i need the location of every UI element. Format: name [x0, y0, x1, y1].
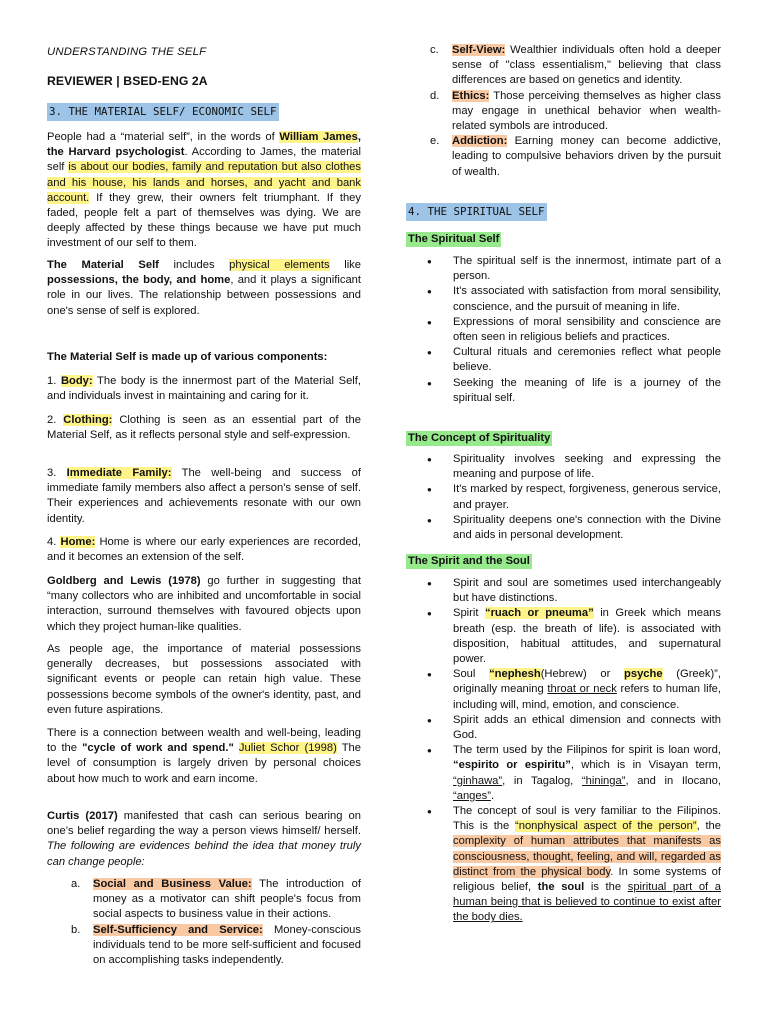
spiritual-self-heading-wrap — [406, 229, 721, 247]
section3-heading: 3. THE MATERIAL SELF/ ECONOMIC SELF — [47, 103, 279, 121]
list-item: a. Social and Business Value: The introduction of money as a motivator can shift people's focus from social aspects to business value in their actions. — [71, 878, 361, 921]
concept-heading-wrap — [406, 428, 721, 446]
wealth-paragraph: There is a connection between wealth and well-being, leading to the "cycle of work and spend." Juliet Schor (1998) The level of consumption is largely driven by personal choices about how much to work and earn income. — [47, 727, 361, 785]
document-title: UNDERSTANDING THE SELF — [47, 46, 207, 58]
spirit-and-soul-heading: The Spirit and the Soul — [408, 555, 530, 567]
list-item: ● Spirit and soul are sometimes used interchangeably but have distinctions. — [406, 576, 721, 606]
aging-paragraph: As people age, the importance of material possessions generally decreases, but possessions associated with significant events or people can retain high value. These possessions become symbols of the owner's identity, past, and even future aspirations. — [47, 643, 361, 716]
material-self-elements: The Material Self includes physical elements like possessions, the body, and home, and it plays a significant role in our lives. The relationship between possessions and one's sense of self is explored. — [47, 259, 362, 317]
list-item: b. Self-Sufficiency and Service: Money-conscious individuals tend to be more self-sufficient and focused on accomplishing tasks independently. — [71, 923, 361, 967]
money-effects-list-right — [406, 43, 721, 180]
material-self-intro: People had a “material self”, in the words of William James, the Harvard psychologist. According to James, the material self is about our bodies, family and reputation but also clothes and his house, his lands and horses, and yacht and bank account. If they grew, their owners felt triumphant. If they faded, people felt a part of themselves was dying. We are deeply affected by these things because we have put much investment of our self to them. — [47, 131, 361, 250]
section3-heading-wrap — [47, 102, 361, 121]
component-home: 4. Home: Home is where our early experiences are recorded, and it becomes an extension of the self. — [47, 536, 361, 564]
material-self-definition: is about our bodies, family and reputation but also clothes and his house, his lands and horses, and yacht and bank account. — [47, 161, 361, 204]
list-item: ● Seeking the meaning of life is a journey of the spiritual self. — [406, 376, 721, 406]
list-item: ● Spirit “ruach or pneuma” in Greek which means breath (esp. the breath of life). is associated with disposition, habitual attitudes, and supernatural power. — [406, 606, 721, 667]
component-clothing: 2. Clothing: Clothing is seen as an essential part of the Material Self, as it reflects personal style and self-expression. — [47, 414, 361, 442]
section4-heading-wrap — [406, 202, 721, 221]
list-item: ● Cultural rituals and ceremonies reflect what people believe. — [406, 345, 721, 375]
list-item: ● Spirituality involves seeking and expressing the meaning and purpose of life. — [406, 452, 721, 482]
list-item: ● Spirituality deepens one's connection with the Divine and aids in personal development. — [406, 513, 721, 543]
list-item: ● It's marked by respect, forgiveness, generous service, and prayer. — [406, 482, 721, 512]
list-item: ● Expressions of moral sensibility and conscience are often seen in religious beliefs and practices. — [406, 315, 721, 345]
spirit-soul-heading-wrap — [406, 551, 721, 569]
curtis-paragraph: Curtis (2017) manifested that cash can serious bearing on one’s belief regarding the way a person views himself/ herself. The following are evidences behind the idea that money truly can change people: — [47, 810, 361, 868]
list-item: e. Addiction: Earning money can become addictive, leading to compulsive behaviors driven by the pursuit of wealth. — [430, 135, 721, 178]
section4-heading: 4. THE SPIRITUAL SELF — [406, 203, 547, 221]
spirit-soul-list — [406, 576, 721, 926]
component-family: 3. Immediate Family: The well-being and success of immediate family members also affect a person's sense of self. Their experiences and achievements resonate with our own identity. — [47, 467, 361, 525]
components-heading: The Material Self is made up of various components: — [47, 351, 328, 363]
spiritual-self-list — [406, 254, 721, 406]
william-james: William James — [279, 131, 358, 143]
list-item: ● The spiritual self is the innermost, intimate part of a person. — [406, 254, 721, 284]
list-item: ● The concept of soul is very familiar to the Filipinos. This is the “nonphysical aspect of the person”, the complexity of human attributes that manifests as consciousness, thought, feeling, and will, regarded as distinct from the physical body. In some systems of religious belief, the soul is the spiritual part of a human being that is believed to continue to exist after the body dies. — [406, 804, 721, 926]
spiritual-self-heading: The Spiritual Self — [408, 233, 500, 245]
money-effects-list-left — [47, 877, 361, 968]
concept-of-spirituality-heading: The Concept of Spirituality — [408, 432, 551, 444]
concept-list — [406, 452, 721, 543]
list-item: ● It's associated with satisfaction from moral sensibility, conscience, and the pursuit of meaning in life. — [406, 284, 721, 314]
list-item: d. Ethics: Those perceiving themselves as higher class may engage in unethical behavior when wealth-related symbols are introduced. — [430, 89, 721, 133]
goldberg-lewis-paragraph: Goldberg and Lewis (1978) go further in suggesting that “many collectors who are inhibited and uncomfortable in social interaction, surround themselves with favoured objects upon which they project human-like qualities. — [47, 575, 361, 633]
component-body: 1. Body: The body is the innermost part of the Material Self, and individuals invest in maintaining and caring for it. — [47, 375, 361, 403]
list-item: ● Soul “nephesh(Hebrew) or psyche (Greek)”, originally meaning throat or neck refers to human life, including will, mind, emotion, and conscience. — [406, 667, 721, 713]
list-item: c. Self-View: Wealthier individuals often hold a deeper sense of "class essentialism," believing that class differences are based on genetics and identity. — [430, 44, 721, 87]
reviewer-heading: REVIEWER | BSED-ENG 2A — [47, 74, 208, 88]
list-item: ● Spirit adds an ethical dimension and connects with God. — [406, 713, 721, 743]
list-item: ● The term used by the Filipinos for spirit is loan word, “espirito or espiritu”, which is in Visayan term, “ginhawa”, in Tagalog, “hininga”, and in Ilocano, “anges”. — [406, 743, 721, 804]
